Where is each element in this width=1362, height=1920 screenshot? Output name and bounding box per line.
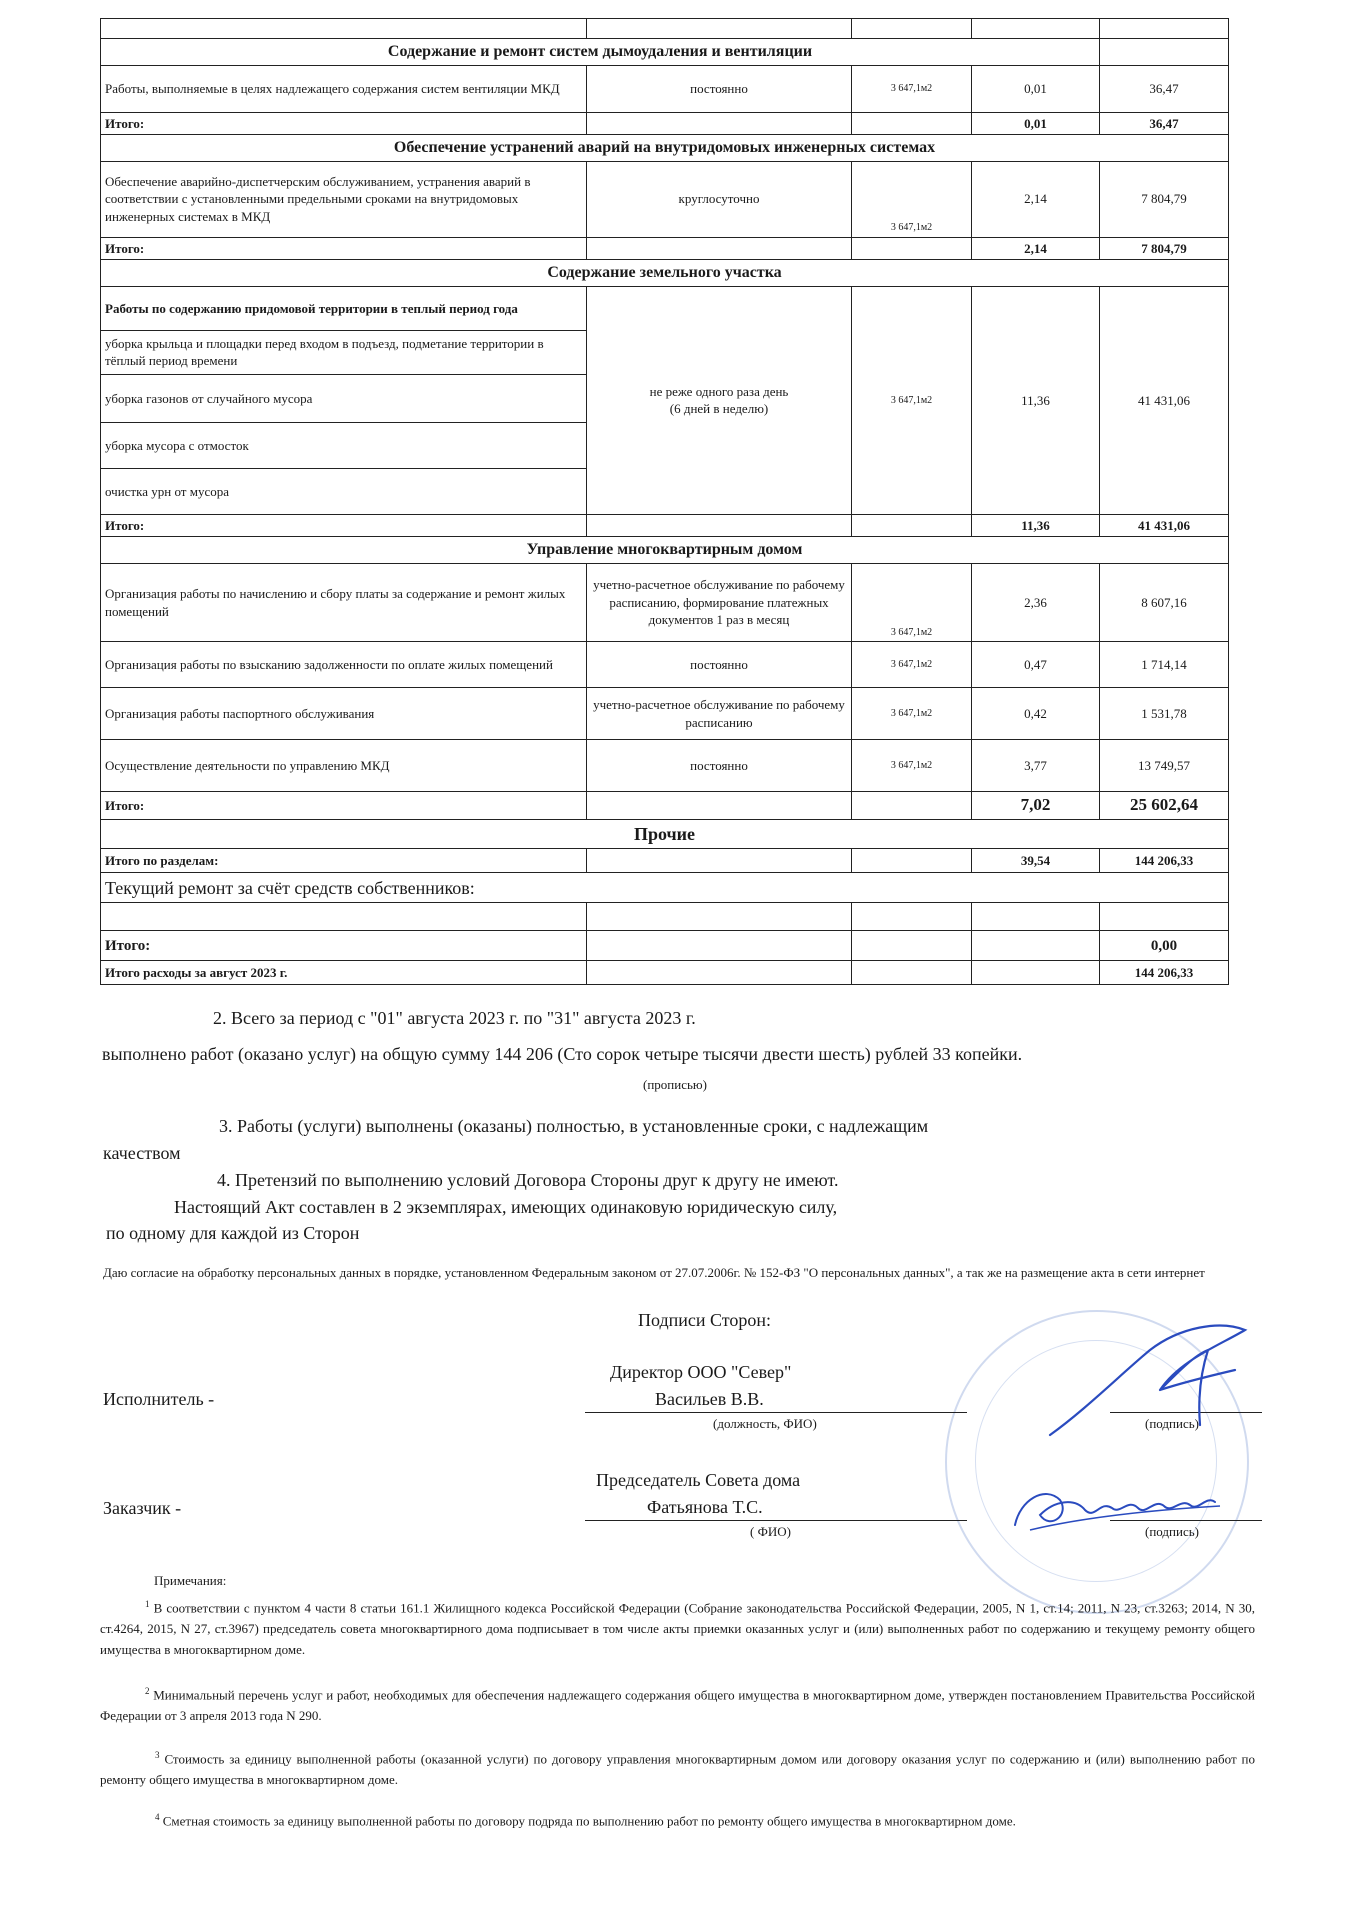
service-frequency: постоянно [587, 642, 852, 688]
executor-name-line [585, 1412, 967, 1413]
service-frequency: постоянно [587, 65, 852, 112]
subtotal-row [101, 237, 1229, 260]
paragraph-3: 3. Работы (услуги) выполнены (оказаны) полностью, в установленные сроки, с надлежащим [219, 1116, 929, 1136]
service-sum: 36,47 [1100, 65, 1229, 112]
service-rate: 11,36 [972, 286, 1100, 514]
table-row [101, 642, 1229, 688]
service-name: Организация работы по начислению и сбору платы за содержание и ремонт жилых помещений [101, 564, 587, 642]
service-rate: 3,77 [972, 740, 1100, 792]
service-unit: 3 647,1м2 [852, 161, 972, 237]
work-group-title: Работы по содержанию придомовой территории в теплый период года [101, 286, 587, 330]
service-name: Организация работы по взысканию задолженности по оплате жилых помещений [101, 642, 587, 688]
grand-total-sum: 144 206,33 [1100, 961, 1229, 985]
sections-total-row [101, 849, 1229, 873]
footnote-1 [100, 1597, 1255, 1661]
service-unit: 3 647,1м2 [852, 740, 972, 792]
table-row [101, 740, 1229, 792]
service-unit: 3 647,1м2 [852, 286, 972, 514]
personal-data-consent: Даю согласие на обработку персональных данных в порядке, установленном Федеральным законом от 27.07.2006г. № 152-ФЗ "О персональных данных", а так же на размещение акта в сети интернет [103, 1265, 1205, 1280]
service-sum: 41 431,06 [1100, 286, 1229, 514]
footnote-3 [100, 1748, 1255, 1791]
customer-name-line [585, 1520, 967, 1521]
service-unit: 3 647,1м2 [852, 65, 972, 112]
section-header [101, 260, 1229, 287]
footnote-marker: 4 [155, 1812, 160, 1822]
service-rate: 0,42 [972, 688, 1100, 740]
table-row [101, 65, 1229, 112]
services-table [100, 18, 1229, 985]
customer-position: Председатель Совета дома [596, 1470, 801, 1490]
sections-total-rate: 39,54 [972, 849, 1100, 873]
section-header [101, 873, 1229, 903]
table-row [101, 286, 1229, 330]
work-item: уборка газонов от случайного мусора [101, 374, 587, 422]
executor-position: Директор ООО "Север" [610, 1362, 792, 1382]
footnote-2 [100, 1684, 1255, 1727]
section-header [101, 135, 1229, 162]
service-sum: 8 607,16 [1100, 564, 1229, 642]
table-row [101, 19, 1229, 39]
service-frequency [587, 286, 852, 514]
grand-total-label: Итого расходы за август 2023 г. [101, 961, 587, 985]
executor-signature [1030, 1315, 1270, 1445]
footnote-marker: 3 [155, 1750, 160, 1760]
service-rate: 2,36 [972, 564, 1100, 642]
footnote-text: В соответствии с пунктом 4 части 8 статьи 161.1 Жилищного кодекса Российской Федерации (Собрание законодательства Российской Федерации, 2005, N 1, ст.14; 2011, N 23, ст.3263; 2014, N 30, ст.4264, 2015, N 27, ст.3967) председатель совета многоквартирного дома подписывает в том числе акты приемки оказанных услуг и (или) выполненных работ по содержанию и текущему ремонту общего имущества в многоквартирном доме. [100, 1600, 1256, 1657]
service-frequency: круглосуточно [587, 161, 852, 237]
table-row [101, 903, 1229, 931]
grand-total-row [101, 961, 1229, 985]
work-item: уборка крыльца и площадки перед входом в подъезд, подметание территории в тёплый период времени [101, 330, 587, 374]
sections-total-label: Итого по разделам: [101, 849, 587, 873]
section-title: Обеспечение устранений аварий на внутридомовых инженерных системах [101, 135, 1229, 162]
service-name: Работы, выполняемые в целях надлежащего содержания систем вентиляции МКД [101, 65, 587, 112]
footnote-marker: 2 [145, 1686, 150, 1696]
subtotal-sum: 25 602,64 [1100, 792, 1229, 820]
service-frequency: учетно-расчетное обслуживание по рабочему расписанию, формирование платежных документов 1 раз в месяц [587, 564, 852, 642]
section-header [101, 537, 1229, 564]
service-frequency: учетно-расчетное обслуживание по рабочему расписанию [587, 688, 852, 740]
footnote-marker: 1 [145, 1599, 150, 1609]
service-unit: 3 647,1м2 [852, 642, 972, 688]
footnote-4 [100, 1810, 1255, 1832]
customer-signature [1000, 1470, 1230, 1540]
service-rate: 0,01 [972, 65, 1100, 112]
subtotal-sum: 7 804,79 [1100, 237, 1229, 260]
section-title: Содержание земельного участка [101, 260, 1229, 287]
customer-sign-caption: (подпись) [1145, 1524, 1199, 1539]
repair-total-label: Итого: [101, 931, 587, 961]
service-name: Обеспечение аварийно-диспетчерским обслуживанием, устранения аварий в соответствии с установленными предельными сроками на внутридомовых инженерных системах в МКД [101, 161, 587, 237]
service-unit: 3 647,1м2 [852, 564, 972, 642]
footnote-text: Стоимость за единицу выполненной работы (оказанной услуги) по договору управления многоквартирным домом или договору оказания услуг по содержанию и (или) выполнению работ по ремонту общего имущества в многоквартирном доме. [100, 1751, 1256, 1788]
executor-label: Исполнитель - [103, 1389, 215, 1409]
section-title: Управление многоквартирным домом [101, 537, 1229, 564]
repair-total-sum: 0,00 [1100, 931, 1229, 961]
frequency-line: (6 дней в неделю) [669, 401, 769, 417]
customer-label: Заказчик - [103, 1498, 182, 1518]
subtotal-row [101, 931, 1229, 961]
work-item: уборка мусора с отмосток [101, 422, 587, 468]
service-rate: 0,47 [972, 642, 1100, 688]
section-title: Прочие [101, 819, 1229, 848]
subtotal-sum: 36,47 [1100, 112, 1229, 135]
subtotal-label: Итого: [101, 514, 587, 537]
service-sum: 1 714,14 [1100, 642, 1229, 688]
service-frequency: постоянно [587, 740, 852, 792]
paragraph-5: Настоящий Акт составлен в 2 экземплярах, имеющих одинаковую юридическую силу, [174, 1197, 838, 1217]
service-name: Осуществление деятельности по управлению МКД [101, 740, 587, 792]
subtotal-row [101, 514, 1229, 537]
footnote-text: Сметная стоимость за единицу выполненной работы по договору подряда по выполнению работ по ремонту общего имущества в многоквартирном доме. [162, 1813, 1016, 1829]
propis-caption: (прописью) [643, 1077, 707, 1092]
service-sum: 1 531,78 [1100, 688, 1229, 740]
customer-name: Фатьянова Т.С. [647, 1497, 763, 1517]
subtotal-rate: 2,14 [972, 237, 1100, 260]
executor-name: Васильев В.В. [655, 1389, 764, 1409]
section-title: Содержание и ремонт систем дымоудаления и вентиляции [101, 39, 1100, 66]
paragraph-4: 4. Претензий по выполнению условий Договора Стороны друг к другу не имеют. [217, 1170, 839, 1190]
work-item: очистка урн от мусора [101, 468, 587, 514]
subtotal-row [101, 112, 1229, 135]
service-unit: 3 647,1м2 [852, 688, 972, 740]
subtotal-sum: 41 431,06 [1100, 514, 1229, 537]
service-name: Организация работы паспортного обслуживания [101, 688, 587, 740]
paragraph-5-end: по одному для каждой из Сторон [106, 1223, 360, 1243]
customer-caption: ( ФИО) [750, 1524, 791, 1539]
table-row [101, 564, 1229, 642]
paragraph-2-amount: выполнено работ (оказано услуг) на общую сумму 144 206 (Сто сорок четыре тысячи двести шесть) рублей 33 копейки. [102, 1044, 1023, 1064]
service-rate: 2,14 [972, 161, 1100, 237]
subtotal-label: Итого: [101, 792, 587, 820]
executor-sign-caption: (подпись) [1145, 1416, 1199, 1431]
section-header [101, 819, 1229, 848]
signatures-title: Подписи Сторон: [638, 1310, 772, 1330]
paragraph-2: 2. Всего за период с "01" августа 2023 г. по "31" августа 2023 г. [213, 1008, 696, 1028]
notes-title: Примечания: [154, 1573, 227, 1588]
subtotal-label: Итого: [101, 112, 587, 135]
section-header [101, 39, 1229, 66]
service-sum: 13 749,57 [1100, 740, 1229, 792]
sections-total-sum: 144 206,33 [1100, 849, 1229, 873]
subtotal-rate: 7,02 [972, 792, 1100, 820]
frequency-line: не реже одного раза день [649, 383, 789, 399]
subtotal-rate: 11,36 [972, 514, 1100, 537]
table-row [101, 161, 1229, 237]
paragraph-3-end: качеством [103, 1143, 181, 1163]
service-sum: 7 804,79 [1100, 161, 1229, 237]
executor-caption: (должность, ФИО) [713, 1416, 817, 1431]
subtotal-rate: 0,01 [972, 112, 1100, 135]
subtotal-row [101, 792, 1229, 820]
subtotal-label: Итого: [101, 237, 587, 260]
footnote-text: Минимальный перечень услуг и работ, необходимых для обеспечения надлежащего содержания общего имущества в многоквартирном доме, утвержден постановлением Правительства Российской Федерации от 3 апреля 2013 года N 290. [100, 1687, 1256, 1724]
repair-title: Текущий ремонт за счёт средств собственников: [101, 873, 1229, 903]
table-row [101, 688, 1229, 740]
